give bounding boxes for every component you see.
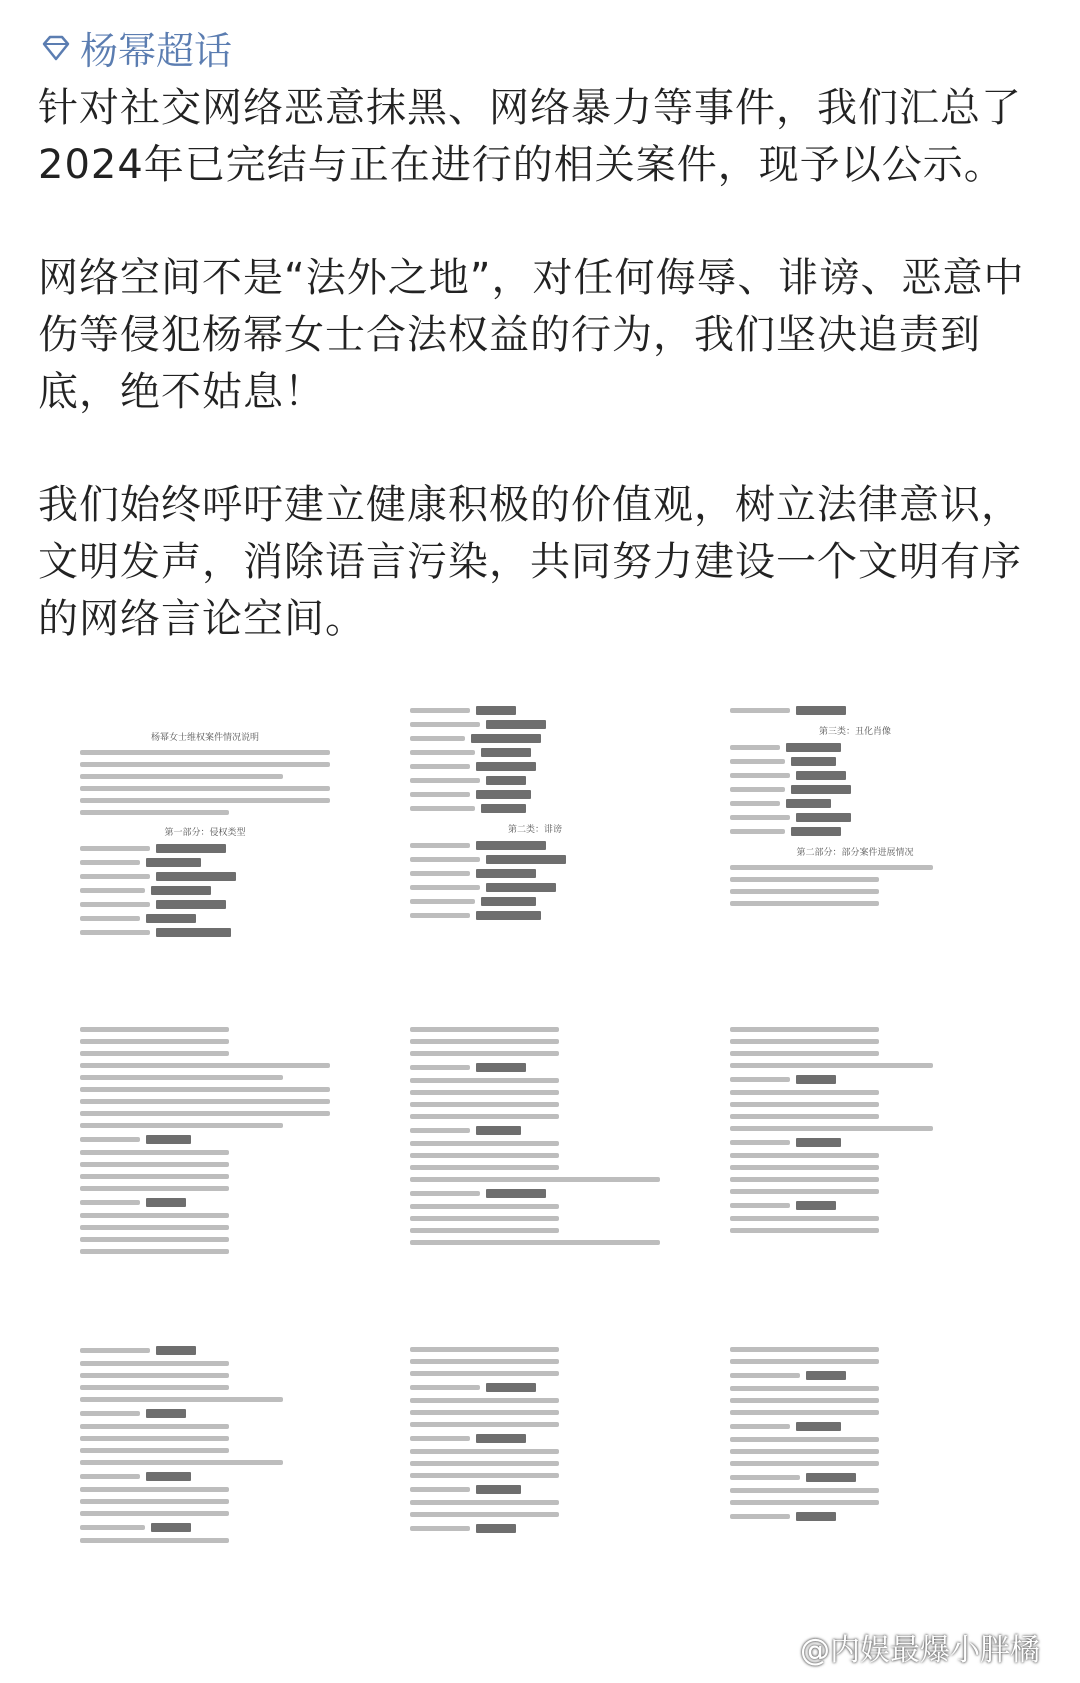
document-section: 第一部分：侵权类型 (164, 828, 246, 838)
document-title: 杨幂女士维权案件情况说明 (150, 733, 259, 743)
document-image[interactable] (70, 1020, 340, 1310)
image-grid (70, 720, 1050, 1683)
document-image[interactable] (400, 1340, 670, 1610)
post-body (38, 80, 1048, 704)
document-image[interactable] (70, 1340, 340, 1610)
watermark (760, 1625, 1040, 1669)
document-image[interactable] (720, 700, 990, 990)
diamond-icon (40, 32, 72, 64)
watermark-text: @内娱最爆小胖橘 (800, 1633, 1040, 1668)
document-image[interactable] (400, 1020, 670, 1310)
document-section: 第二类：诽谤 (507, 825, 562, 835)
topic-name: 杨幂超话 (80, 29, 233, 73)
weibo-logo-icon (760, 1634, 794, 1660)
post-paragraph-1: 针对社交网络恶意抹黑、网络暴力等事件，我们汇总了2024年已完结与正在进行的相关案件，现予以公示。 (38, 85, 1022, 188)
document-image[interactable] (720, 1020, 990, 1310)
document-image[interactable] (70, 720, 340, 990)
document-image[interactable] (720, 1340, 990, 1610)
topic-link[interactable] (40, 20, 232, 75)
document-section: 第二部分：部分案件进展情况 (796, 848, 914, 858)
post-paragraph-2: 网络空间不是“法外之地”，对任何侮辱、诽谤、恶意中伤等侵犯杨幂女士合法权益的行为，我们坚决追责到底，绝不姑息！ (38, 255, 1025, 415)
post-paragraph-3: 我们始终呼吁建立健康积极的价值观，树立法律意识，文明发声，消除语言污染，共同努力建设一个文明有序的网络言论空间。 (38, 482, 1022, 642)
document-section: 第三类：丑化肖像 (818, 727, 891, 737)
document-image[interactable] (400, 700, 670, 990)
